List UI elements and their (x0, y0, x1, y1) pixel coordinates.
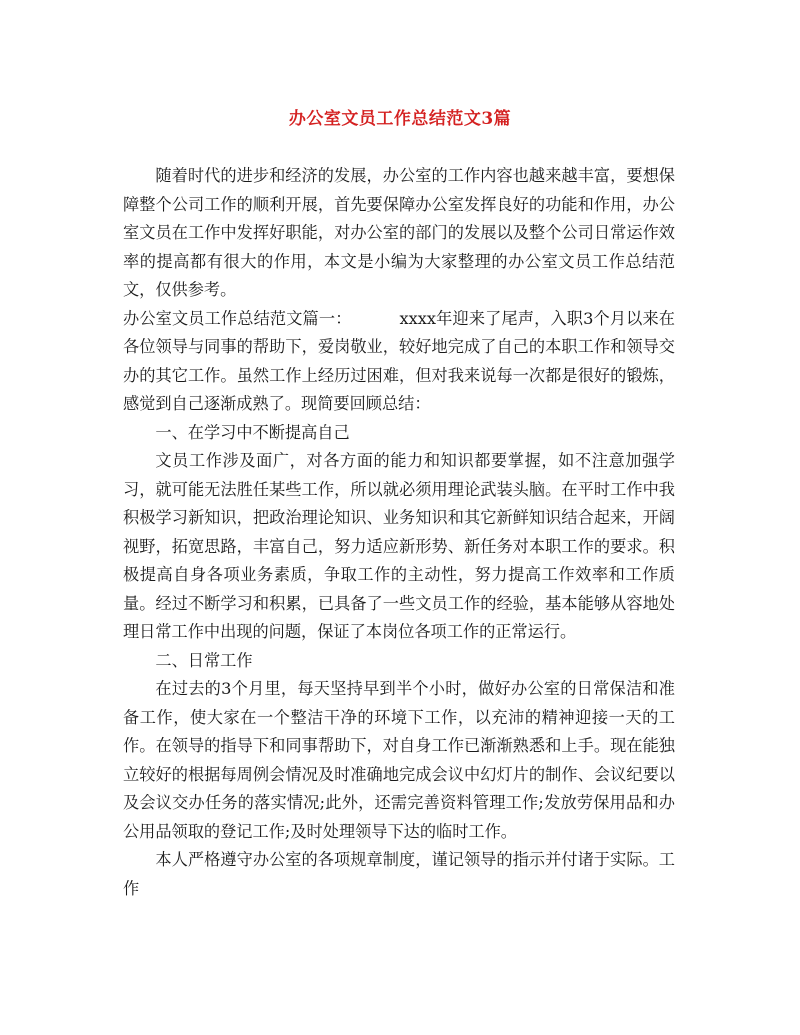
closing-paragraph: 本人严格遵守办公室的各项规章制度，谨记领导的指示并付诸于实际。工作 (123, 850, 675, 898)
intro-paragraph: 随着时代的进步和经济的发展，办公室的工作内容也越来越丰富，要想保障整个公司工作的顺利开展，首先要保障办公室发挥良好的功能和作用，办公室文员在工作中发挥好职能，对办公室的部门的发展以及整个公司日常运作效率的提高都有很大的作用，本文是小编为大家整理的办公室文员工作总结范文，仅供参考。 (123, 166, 675, 299)
document-body (123, 162, 675, 903)
article-one-label: 办公室文员工作总结范文篇一： (123, 308, 352, 328)
section-one-paragraph: 文员工作涉及面广，对各方面的能力和知识都要掌握，如不注意加强学习，就可能无法胜任某些工作，所以就必须用理论武装头脑。在平时工作中我积极学习新知识，把政治理论知识、业务知识和其它新鲜知识结合起来，开阔视野，拓宽思路，丰富自己，努力适应新形势、新任务对本职工作的要求。积极提高自身各项业务素质，争取工作的主动性，努力提高工作效率和工作质量。经过不断学习和积累，已具备了一些文员工作的经验，基本能够从容地处理日常工作中出现的问题，保证了本岗位各项工作的正常运行。 (123, 451, 675, 641)
section-two-heading: 二、日常工作 (155, 650, 253, 670)
article-one-opening: xxxx年迎来了尾声，入职3个月以来在各位领导与同事的帮助下，爱岗敬业，较好地完成了自己的本职工作和领导交办的其它工作。虽然工作上经历过困难，但对我来说每一次都是很好的锻炼，感觉到自己逐渐成熟了。现简要回顾总结： (123, 308, 675, 413)
section-two-paragraph: 在过去的3个月里，每天坚持早到半个小时，做好办公室的日常保洁和准备工作，使大家在一个整洁干净的环境下工作，以充沛的精神迎接一天的工作。在领导的指导下和同事帮助下，对自身工作已渐渐熟悉和上手。现在能独立较好的根据每周例会情况及时准确地完成会议中幻灯片的制作、会议纪要以及会议交办任务的落实情况;此外，还需完善资料管理工作;发放劳保用品和办公用品领取的登记工作;及时处理领导下达的临时工作。 (123, 679, 675, 841)
section-one-heading: 一、在学习中不断提高自己 (155, 422, 350, 442)
article-one-paragraph (123, 305, 675, 419)
document-title: 办公室文员工作总结范文3篇 (288, 109, 512, 129)
